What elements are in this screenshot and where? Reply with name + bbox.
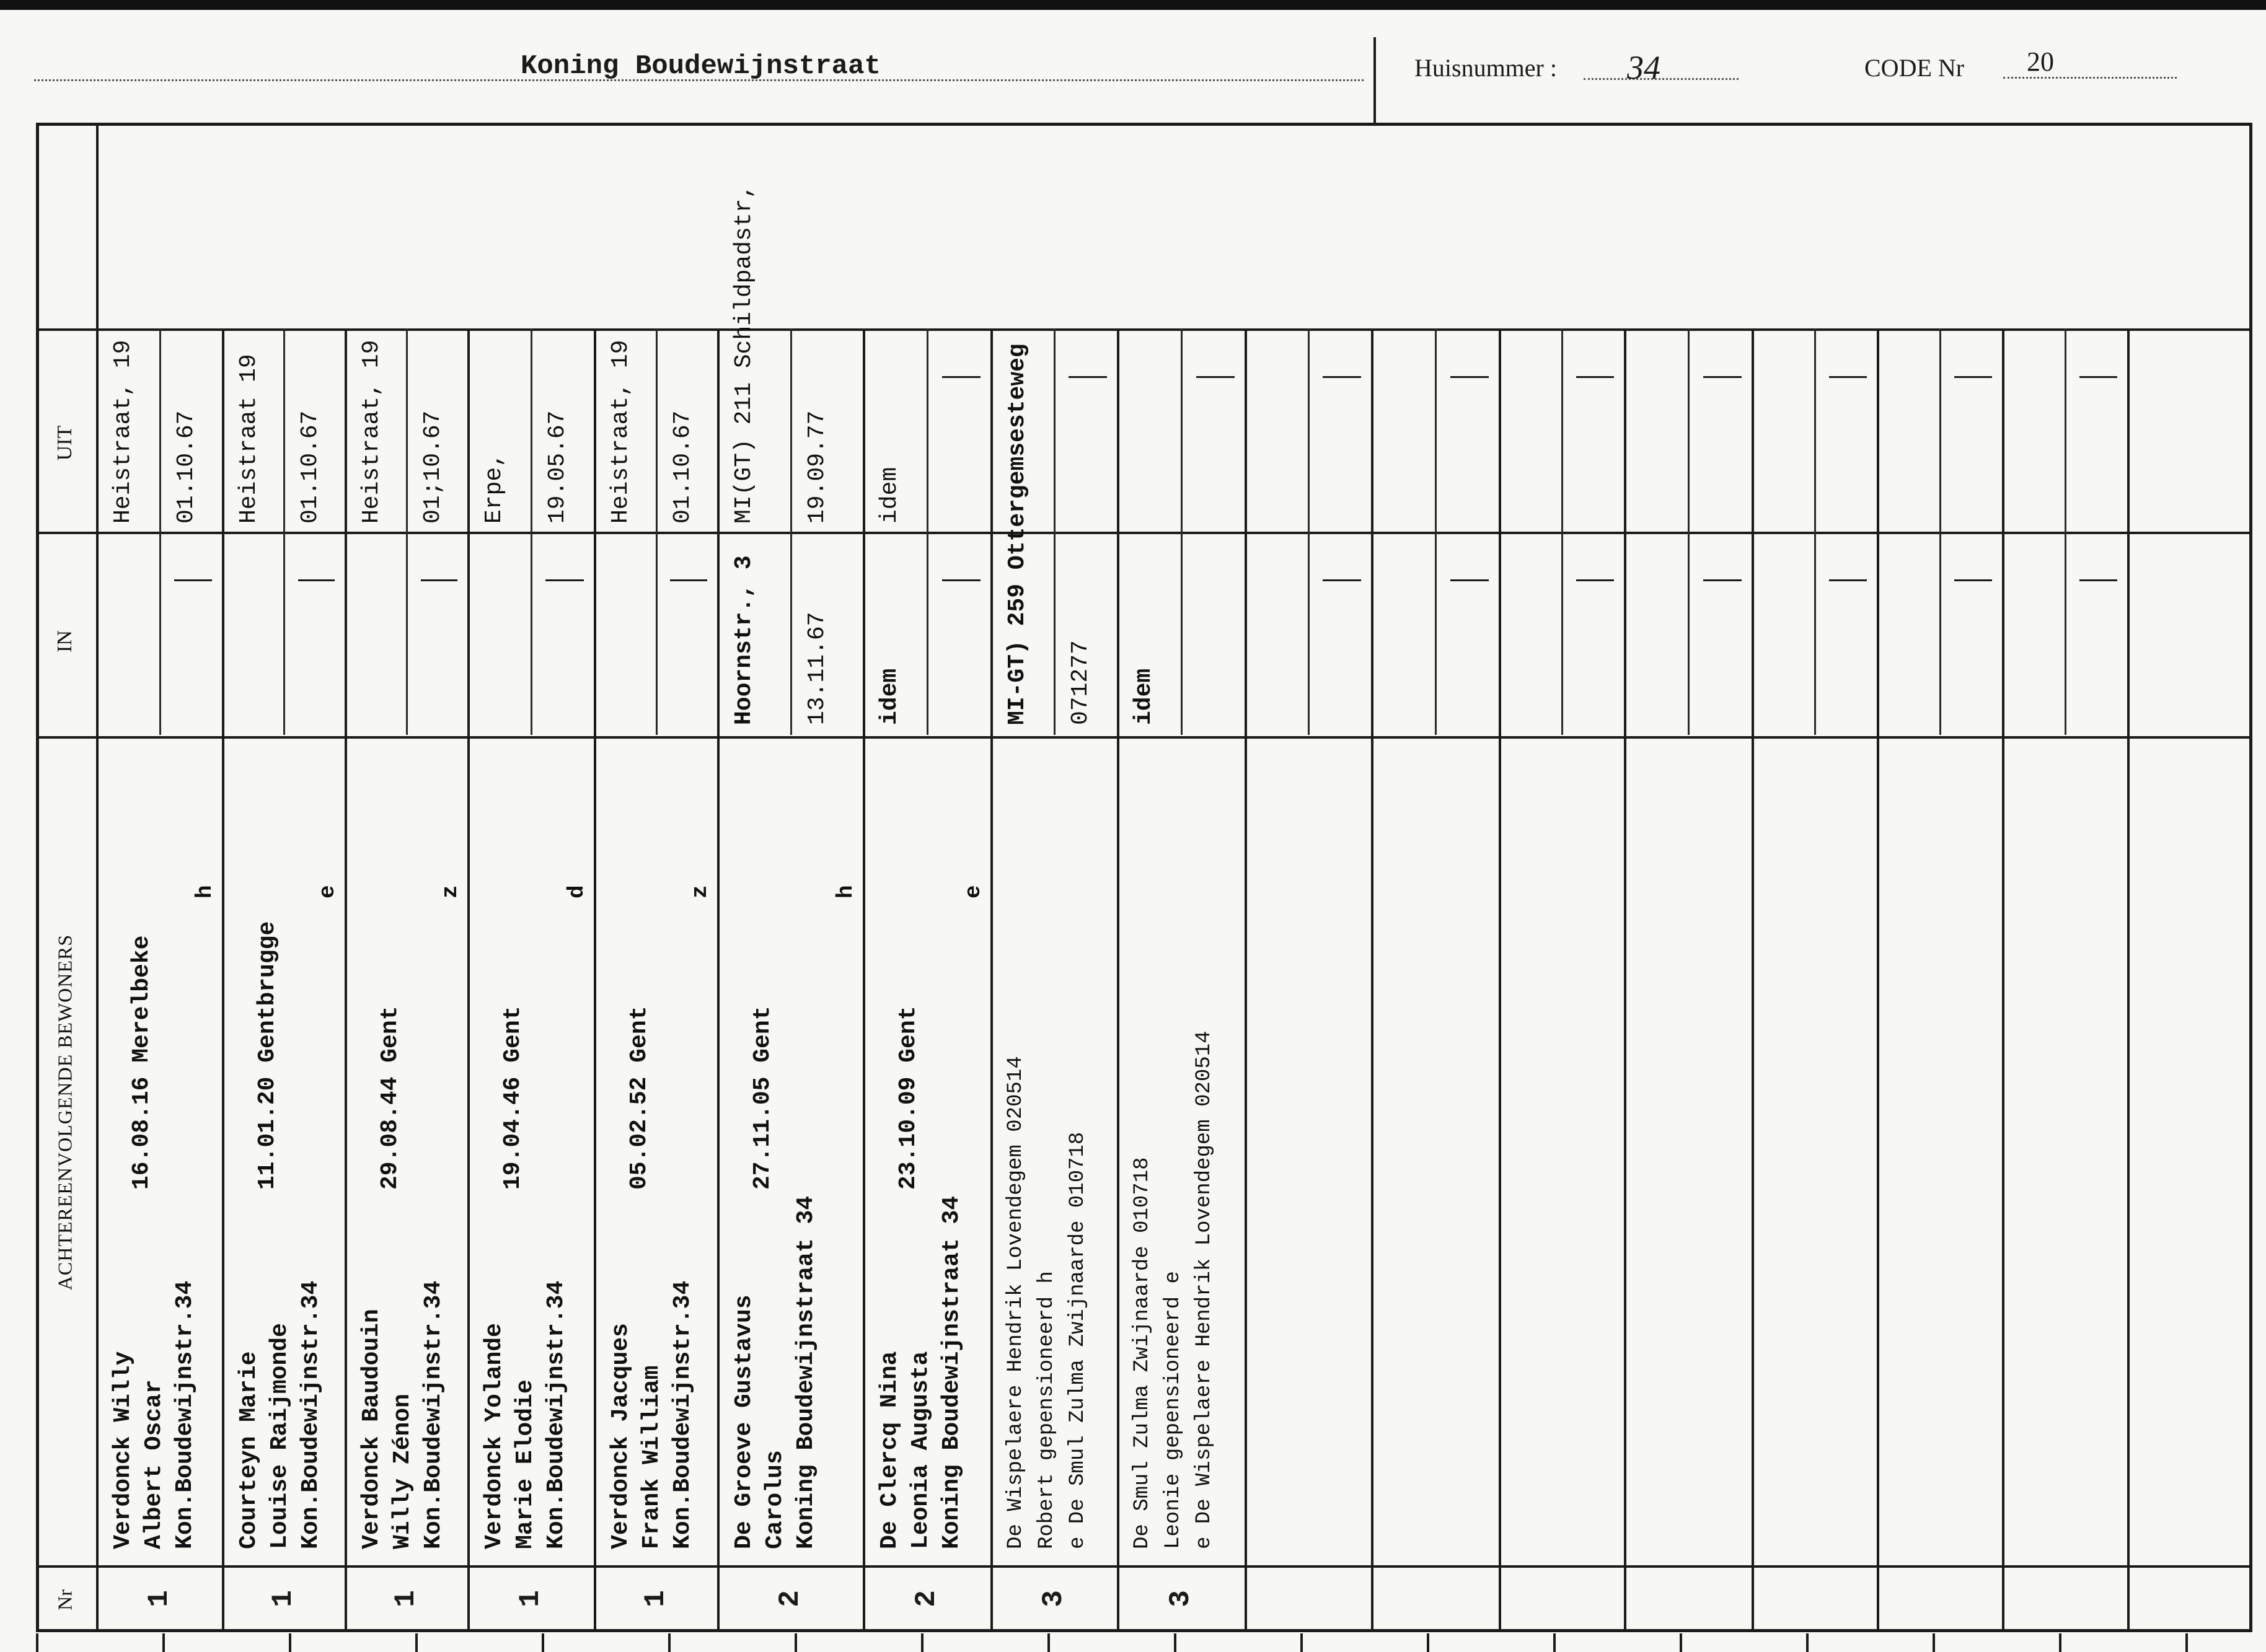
resident-line: Leonie gepensioneerd e xyxy=(1162,1271,1185,1549)
header-separator xyxy=(1373,37,1376,123)
empty-dash xyxy=(942,376,981,378)
resident-line: De Smul Zulma Zwijnaarde 010718 xyxy=(1131,1157,1154,1549)
sub-col-divider xyxy=(927,328,928,532)
empty-dash xyxy=(670,579,707,581)
col-label-uit: UIT xyxy=(53,425,76,461)
grid-col-divider xyxy=(863,328,865,1632)
code-label: CODE Nr xyxy=(1864,54,1965,82)
resident-line: Verdonck Willy xyxy=(110,1351,136,1549)
sex-marker: h xyxy=(833,885,858,898)
empty-dash xyxy=(1703,579,1742,581)
bottom-tick xyxy=(1933,1633,1935,1652)
uit-place: idem xyxy=(876,467,903,524)
sub-col-divider xyxy=(1561,328,1563,532)
sub-col-divider xyxy=(656,328,658,532)
in-place: Hoornstr., 3 xyxy=(731,555,757,725)
resident-line: Kon.Boudewijnstr.34 xyxy=(543,1280,570,1549)
uit-date: 19.09.77 xyxy=(803,410,831,524)
uit-date: 01.10.67 xyxy=(172,410,200,524)
top-border xyxy=(0,0,2266,10)
empty-dash xyxy=(1576,579,1614,581)
code-value: 20 xyxy=(2027,46,2054,77)
in-date: 071277 xyxy=(1067,640,1094,725)
bottom-tick xyxy=(1680,1633,1682,1652)
empty-dash xyxy=(1703,376,1742,378)
grid-col-divider xyxy=(222,328,224,1632)
bottom-tick xyxy=(921,1633,924,1652)
sub-col-divider xyxy=(1939,328,1941,532)
bottom-tick xyxy=(1806,1633,1809,1652)
sub-col-divider xyxy=(927,532,928,735)
grid-row-divider xyxy=(36,736,2252,739)
sex-marker: e xyxy=(315,885,340,898)
bottom-tick xyxy=(289,1633,291,1652)
bottom-tick xyxy=(415,1633,418,1652)
sub-col-divider xyxy=(1054,328,1056,532)
sex-marker: h xyxy=(192,885,218,898)
uit-date: 19.05.67 xyxy=(544,410,571,524)
uit-date: 01.10.67 xyxy=(669,410,696,524)
bottom-tick xyxy=(668,1633,671,1652)
uit-place: MI(GT) 211 Schildpadstr, xyxy=(731,184,757,524)
sub-col-divider xyxy=(1181,532,1183,735)
resident-line: Marie Elodie xyxy=(512,1379,539,1549)
empty-dash xyxy=(1323,579,1360,581)
bottom-tick xyxy=(1174,1633,1176,1652)
empty-dash xyxy=(2079,376,2117,378)
grid-col-divider xyxy=(1117,328,1119,1632)
birth-info: 29.08.44 Gent xyxy=(377,1006,403,1190)
empty-dash xyxy=(1450,376,1489,378)
resident-line: Robert gepensioneerd h xyxy=(1035,1271,1059,1549)
grid-col-divider xyxy=(1245,328,1247,1632)
row-nr: 1 xyxy=(514,1590,547,1607)
birth-info: 19.04.46 Gent xyxy=(500,1006,526,1190)
sub-col-divider xyxy=(1435,532,1437,735)
bottom-tick xyxy=(542,1633,544,1652)
huisnummer-dotted-line xyxy=(1584,78,1739,80)
sub-col-divider xyxy=(1181,328,1183,532)
huisnummer-label: Huisnummer : xyxy=(1414,54,1557,82)
empty-dash xyxy=(1323,376,1360,378)
resident-line: Kon.Boudewijnstr.34 xyxy=(298,1280,324,1549)
sub-col-divider xyxy=(1814,328,1816,532)
col-label-bewoners: ACHTEREENVOLGENDE BEWONERS xyxy=(53,934,76,1291)
sex-marker: z xyxy=(687,885,713,898)
col-label-in: IN xyxy=(53,630,76,652)
grid-col-divider xyxy=(345,328,347,1632)
empty-dash xyxy=(1069,376,1106,378)
row-nr: 2 xyxy=(774,1590,806,1607)
grid-row-divider xyxy=(36,1565,2252,1568)
resident-line: Kon.Boudewijnstr.34 xyxy=(172,1280,198,1549)
grid-col-divider xyxy=(594,328,596,1632)
grid-col-divider xyxy=(990,328,993,1632)
label-column-divider xyxy=(96,123,99,1632)
grid-col-divider xyxy=(1499,328,1501,1632)
empty-dash xyxy=(1450,579,1489,581)
row-nr: 1 xyxy=(639,1590,672,1607)
resident-line: Verdonck Jacques xyxy=(607,1323,634,1549)
uit-place: Heistraat, 19 xyxy=(110,340,136,524)
empty-dash xyxy=(1829,579,1867,581)
resident-line: e De Wispelaere Hendrik Lovendegem 020514 xyxy=(1193,1030,1216,1549)
sub-col-divider xyxy=(1054,532,1056,735)
empty-dash xyxy=(2079,579,2117,581)
empty-dash xyxy=(421,579,457,581)
sub-col-divider xyxy=(1814,532,1816,735)
sub-col-divider xyxy=(1561,532,1563,735)
in-place: idem xyxy=(876,668,903,725)
empty-dash xyxy=(1954,579,1992,581)
in-place: MI-GT) 259 Ottergemsesteweg xyxy=(1004,343,1031,725)
uit-place: Heistraat 19 xyxy=(236,354,262,524)
empty-dash xyxy=(1829,376,1867,378)
empty-dash xyxy=(298,579,335,581)
resident-line: De Groeve Gustavus xyxy=(731,1294,757,1549)
resident-line: Carolus xyxy=(762,1450,788,1549)
sex-marker: e xyxy=(961,885,986,898)
resident-line: Kon.Boudewijnstr.34 xyxy=(669,1280,696,1549)
grid-row-divider xyxy=(36,532,2252,534)
resident-line: Courteyn Marie xyxy=(236,1351,262,1549)
sub-col-divider xyxy=(159,532,161,735)
sub-col-divider xyxy=(283,532,285,735)
grid-col-divider xyxy=(1752,328,1754,1632)
uit-date: 01.10.67 xyxy=(297,410,324,524)
resident-line: Leonia Augusta xyxy=(907,1351,934,1549)
resident-line: Kon.Boudewijnstr.34 xyxy=(420,1280,447,1549)
sub-col-divider xyxy=(406,532,408,735)
sub-col-divider xyxy=(531,532,532,735)
sub-col-divider xyxy=(159,328,161,532)
row-nr: 2 xyxy=(910,1590,943,1607)
sub-col-divider xyxy=(1939,532,1941,735)
bottom-tick xyxy=(1047,1633,1050,1652)
bottom-tick xyxy=(36,1633,38,1652)
sub-col-divider xyxy=(656,532,658,735)
sub-col-divider xyxy=(2065,532,2066,735)
resident-line: Verdonck Baudouin xyxy=(358,1309,385,1549)
empty-dash xyxy=(1576,376,1614,378)
sex-marker: z xyxy=(438,885,463,898)
bottom-tick xyxy=(1300,1633,1303,1652)
sub-col-divider xyxy=(406,328,408,532)
bottom-tick xyxy=(1427,1633,1429,1652)
empty-dash xyxy=(545,579,583,581)
row-nr: 3 xyxy=(1165,1590,1197,1607)
sub-col-divider xyxy=(1308,532,1310,735)
sub-col-divider xyxy=(1688,532,1690,735)
row-nr: 1 xyxy=(390,1590,422,1607)
resident-line: De Clercq Nina xyxy=(876,1351,903,1549)
bottom-tick xyxy=(162,1633,165,1652)
sub-col-divider xyxy=(1688,328,1690,532)
resident-line: Albert Oscar xyxy=(141,1379,167,1549)
sex-marker: d xyxy=(564,885,589,898)
row-nr: 1 xyxy=(267,1590,299,1607)
empty-dash xyxy=(174,579,212,581)
sub-col-divider xyxy=(790,328,792,532)
empty-dash xyxy=(942,579,981,581)
grid-col-divider xyxy=(467,328,470,1632)
bottom-tick xyxy=(1553,1633,1556,1652)
empty-dash xyxy=(1196,376,1235,378)
birth-info: 11.01.20 Gentbrugge xyxy=(254,921,281,1190)
sub-col-divider xyxy=(531,328,532,532)
birth-info: 23.10.09 Gent xyxy=(895,1006,922,1190)
resident-line: Koning Boudewijnstraat 34 xyxy=(793,1195,819,1549)
uit-place: Erpe, xyxy=(481,452,508,524)
row-nr: 3 xyxy=(1038,1590,1070,1607)
grid-row-divider xyxy=(36,328,2252,331)
resident-line: De Wispelaere Hendrik Lovendegem 020514 xyxy=(1004,1056,1028,1549)
grid-col-divider xyxy=(1624,328,1626,1632)
uit-place: Heistraat, 19 xyxy=(358,340,385,524)
grid-col-divider xyxy=(2002,328,2004,1632)
sub-col-divider xyxy=(1435,328,1437,532)
bottom-tick xyxy=(2059,1633,2061,1652)
col-label-nr: Nr xyxy=(53,1589,76,1610)
uit-date: 01;10.67 xyxy=(420,410,446,524)
resident-line: Willy Zénon xyxy=(389,1394,416,1549)
sub-col-divider xyxy=(283,328,285,532)
bottom-tick xyxy=(795,1633,797,1652)
grid-col-divider xyxy=(717,328,720,1632)
street-name: Koning Boudewijnstraat xyxy=(521,51,881,82)
birth-info: 27.11.05 Gent xyxy=(749,1006,776,1190)
grid-col-divider xyxy=(2127,328,2130,1632)
birth-info: 05.02.52 Gent xyxy=(626,1006,653,1190)
resident-line: Verdonck Yolande xyxy=(481,1323,508,1549)
sub-col-divider xyxy=(2065,328,2066,532)
in-date: 13.11.67 xyxy=(803,612,831,725)
birth-info: 16.08.16 Merelbeke xyxy=(128,935,155,1190)
sub-col-divider xyxy=(1308,328,1310,532)
uit-place: Heistraat, 19 xyxy=(607,340,634,524)
empty-dash xyxy=(1954,376,1992,378)
grid-col-divider xyxy=(1371,328,1373,1632)
resident-line: Koning Boudewijnstraat 34 xyxy=(938,1195,965,1549)
resident-line: e De Smul Zulma Zwijnaarde 010718 xyxy=(1066,1131,1090,1549)
resident-line: Frank William xyxy=(638,1365,665,1549)
huisnummer-value: 34 xyxy=(1627,49,1660,86)
bottom-tick xyxy=(2185,1633,2188,1652)
resident-line: Louise Raijmonde xyxy=(267,1323,293,1549)
grid-col-divider xyxy=(1877,328,1879,1632)
sub-col-divider xyxy=(790,532,792,735)
row-nr: 1 xyxy=(143,1590,175,1607)
in-place: idem xyxy=(1131,668,1157,725)
